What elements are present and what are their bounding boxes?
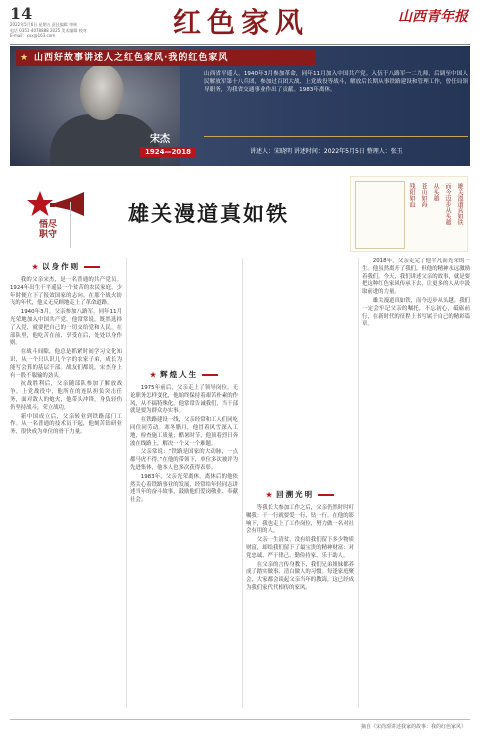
paragraph: 2018年，父亲走完了他平凡而光荣的一生。他虽然离开了我们，但他的精神永远激励着我们。今天，我们讲述父亲的故事，就是要把这种红色家风传承下去，让更多的人从中汲取前进的力量。 <box>362 258 470 296</box>
section-subhead <box>10 260 122 274</box>
poem-frame <box>355 181 405 249</box>
person-name-box <box>140 130 196 157</box>
paragraph: 父亲一生清贫，没有给我们留下多少物质财富，却给我们留下了最宝贵的精神财富：对党忠诚、严于律己、勤俭持家、乐于助人。 <box>246 537 354 559</box>
double-rule-icon <box>318 494 334 496</box>
column-name <box>34 220 62 240</box>
text-column <box>130 258 238 708</box>
star-icon: ★ <box>31 262 39 272</box>
section-subhead <box>130 368 238 382</box>
article-title-block <box>10 172 470 254</box>
paragraph: 新中国成立后，父亲转业到铁路部门工作。从一名普通的技术员干起，他刻苦钻研业务，很快成为单位的骨干力量。 <box>10 413 122 436</box>
feature-banner <box>10 46 470 166</box>
bio-divider <box>204 136 468 137</box>
header-divider <box>10 44 470 45</box>
poem-line: 从头越 <box>432 183 439 201</box>
paragraph: 1983年，父亲光荣离休。离休后的他依然关心着铁路事业的发展，经常给年轻同志讲述当年的奋斗故事，鼓励他们爱岗敬业、奉献社会。 <box>130 473 238 504</box>
article-body <box>10 258 470 708</box>
poem-line: 残阳如血 <box>408 183 415 207</box>
text-column <box>362 258 470 708</box>
text-column <box>10 258 122 708</box>
column-divider <box>358 258 359 708</box>
paragraph: 我的父亲宋杰，是一名普通的共产党员。1924年出生于平遥县一个贫苦的农民家庭，少年时便立下了报效国家的志向。在那个战火纷飞的年代，他义无反顾地走上了革命道路。 <box>10 277 122 307</box>
meta-line: E-mail：xxx@163.com <box>10 33 56 38</box>
subhead-text: 以身作则 <box>42 262 81 272</box>
poem-line: 雄关漫道真如铁 <box>456 183 463 225</box>
paragraph: 雄关漫道真如铁，而今迈步从头越。我们一定会牢记父亲的嘱托，不忘初心，砥砺前行，在新时代的征程上书写属于自己的精彩篇章。 <box>362 297 470 328</box>
poem-line: 而今迈步从头越 <box>444 183 451 225</box>
article-headline: 雄关漫道真如铁 <box>128 201 289 226</box>
calligraphy-poem <box>350 176 468 252</box>
star-icon: ★ <box>20 53 30 63</box>
paragraph: 1975年前后，父亲走上了领导岗位。无论职务怎样变化，他始终保持着艰苦朴素的作风，从不搞特殊化。他常常告诫我们，当干部就是要为群众办实事。 <box>130 385 238 415</box>
paragraph: 在战斗间隙，他总是抓紧时间学习文化知识，从一个只认识几个字的农家子弟，成长为能写会算的基层干部。战友们都说，宋杰身上有一股不服输的劲头。 <box>10 349 122 379</box>
source-footnote: 摘自《宋尚璟讲述我家的故事：我的红色家风》 <box>360 724 466 730</box>
star-bugle-icon <box>26 190 86 218</box>
banner-heading: 山西好故事讲述人之红色家风·我的红色家风 <box>34 53 229 63</box>
text-column <box>246 258 354 708</box>
person-years: 1924—2018 <box>140 147 196 157</box>
subhead-text: 回溯光明 <box>276 490 315 500</box>
edition-meta <box>10 22 140 39</box>
double-rule-icon <box>202 374 218 376</box>
footer-divider <box>10 719 470 720</box>
newspaper-logo: 山西青年报 <box>398 9 468 25</box>
star-icon: ★ <box>149 370 157 380</box>
poem-line: 苍山如海 <box>420 183 427 207</box>
section-title: 红色家风 <box>172 6 309 39</box>
paragraph: 等我长大参加工作之后，父亲仍然时时叮嘱我：干一行就要爱一行、钻一行。在他的影响下，我也走上了工作岗位，努力做一名对社会有用的人。 <box>246 505 354 535</box>
column-divider <box>126 258 127 708</box>
paragraph: 父亲常说：“铁路是国家的大动脉，一点都马虎不得。”在他的带领下，单位多次被评为先进集体，他本人也多次获得表彰。 <box>130 449 238 471</box>
column-name-line: 职守 <box>38 230 57 240</box>
column-divider <box>242 258 243 708</box>
banner-heading-bar <box>16 50 316 66</box>
paragraph: 1940年3月，父亲参加八路军，同年11月光荣地加入中国共产党。他常常说，既然选择了入党，就要把自己的一切交给党和人民。在部队里，他吃苦在前、享受在后，处处以身作则。 <box>10 309 122 347</box>
section-masthead <box>166 6 316 40</box>
section-subhead <box>246 488 354 502</box>
star-icon: ★ <box>265 490 273 500</box>
page-number: 14 <box>10 4 33 23</box>
paragraph: 在父亲的言传身教下，我们兄弟姐妹都养成了踏实做事、清白做人的习惯。每逢家庭聚会，大家都会谈起父亲当年的教诲，这已经成为我们家代代相传的家风。 <box>246 561 354 591</box>
subhead-text: 辉煌人生 <box>160 370 199 380</box>
column-name-line: 悟尽 <box>38 220 57 230</box>
paragraph: 在铁路建设一线，父亲经常和工人们同吃同住同劳动。寒冬腊月，他冒着风雪深入工地，检查施工质量；酷暑时节，他顶着烈日奔波在线路上，解决一个又一个难题。 <box>130 417 238 447</box>
person-name: 宋杰 <box>150 134 170 145</box>
double-rule-icon <box>84 266 100 268</box>
narrator-credit: 讲述人：宋晓明 讲述时间：2022年5月5日 整理人：张玉 <box>250 148 403 155</box>
title-divider <box>70 202 71 248</box>
portrait-face <box>80 64 124 120</box>
paragraph: 抗战胜利后，父亲随部队参加了解放战争。上党战役中，他所在的连队担负突击任务，面对敌人的炮火，他带头冲锋，身负轻伤仍坚持战斗，荣立战功。 <box>10 381 122 411</box>
person-bio: 山西省平遥人，1940年3月参加革命，同年11月加入中国共产党。入伍于八路军一二九师，后调至中国人民解放军第十八兵团，参加过百团大战、上党战役等战斗，解放后长期从事铁路建设和管理工作，曾任局领导职务，为我省交通事业作出了贡献。1983年离休。 <box>204 71 468 93</box>
meta-line: 电话 0351-4078888 2025 美术编辑 校对 <box>10 27 87 33</box>
meta-line: 2022年5月6日 星期五 责任编辑 审核 <box>10 22 78 27</box>
